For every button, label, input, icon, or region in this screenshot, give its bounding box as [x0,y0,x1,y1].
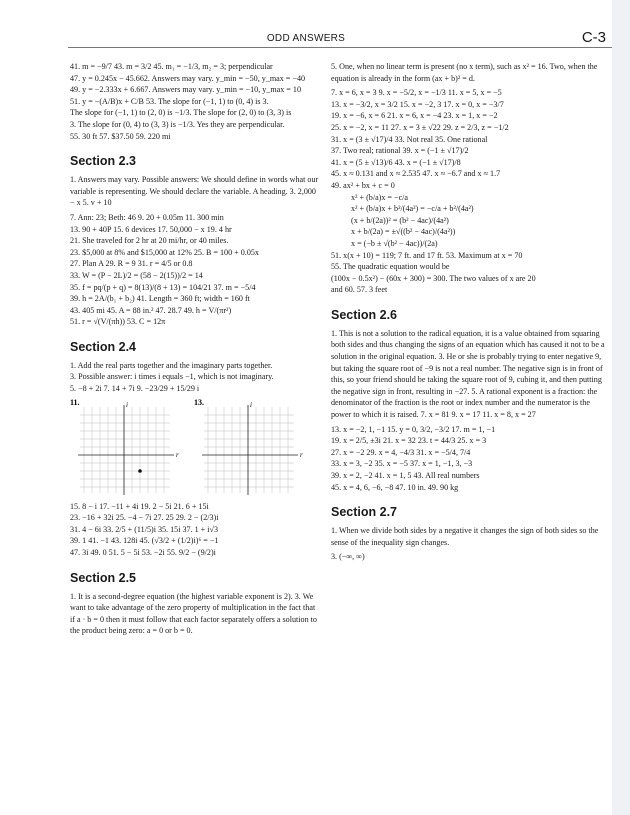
derivation-step: x + b/(2a) = ±√((b² − 4ac)/(4a²)) [351,227,456,237]
imaginary-axis-label: i [126,400,128,409]
answer-line: 49. ax² + bx + c = 0 [331,180,395,190]
answer-paragraph: 5. One, when no linear term is present (no x term), such as x² = 16. Two, when the equation is already in the form (ax + b)² = d. [331,62,598,83]
derivation-step: x² + (b/a)x = −c/a [351,192,409,202]
answer-paragraph: 1. When we divide both sides by a negative it changes the sign of both sides so the sense of the inequality sign changes. [331,526,599,547]
answer-line: 39. x = 2, −2 41. x = 1, 5 43. All real numbers [331,471,480,480]
complex-plane-graph-11 [70,397,188,497]
answer-line: 55. 30 ft 57. $37.50 59. 220 mi [70,131,171,141]
answer-line: 55. The quadratic equation would be [331,262,450,272]
answer-line: 45. x = 4, 6, −6, −8 47. 10 in. 49. 90 kg [331,482,459,492]
answer-line: 19. x = −6, x = 6 21. x = 6, x = −4 23. x = 1, x = −2 [331,111,498,121]
answer-line: The slope for (−1, 1) to (2, 0) is −1/3. The slope for (2, 0) to (3, 3) is [70,108,292,118]
derivation-step: x² + (b/a)x + b²/(4a²) = −c/a + b²/(4a²) [351,204,474,214]
graph-11-label: 11. [70,397,80,407]
answer-paragraph: 1. Answers may vary. Possible answers: We should define in words what our variable is representing. We should declare the variable. A heading. 3. 2,000 − x 5. v + 10 [70,175,319,208]
answer-line: 13. x = −2, 1, −1 15. y = 0, 3/2, −3/2 17. m = 1, −1 [331,424,496,434]
header-title: ODD ANSWERS [266,33,346,44]
answer-line: 35. f = pq/(p + q) = 8(13)/(8 + 13) = 104/21 37. m = −5/4 [70,282,256,292]
answer-line: 47. 3i 49. 0 51. 5 − 5i 53. −2i 55. 9/2 − (9/2)i [70,548,216,558]
grid-lines [204,407,294,493]
answer-line: 7. Ann: 23; Beth: 46 9. 20 + 0.05m 11. 300 min [70,212,224,222]
answer-line: 51. y = −(A/B)x + C/B 53. The slope for (−1, 1) to (0, 4) is 3. [70,96,269,106]
side-margin-bar [612,0,630,815]
answer-line: 23. −16 + 32i 25. −4 − 7i 27. 25 29. 2 − (2/3)i [70,513,219,523]
answer-line: 3. The slope for (0, 4) to (3, 3) is −1/3. Yes they are perpendicular. [70,119,285,129]
answer-line: 3. Possible answer: i times i equals −1, which is not imaginary. [70,372,274,382]
section-heading-2-4: Section 2.4 [70,339,136,354]
grid-lines [80,407,170,493]
answer-line: 5. −8 + 2i 7. 14 + 7i 9. −23/29 + 15/29 i [70,384,200,394]
answer-line: 41. x = (5 ± √13)/6 43. x = (−1 ± √17)/8 [331,157,461,167]
answer-line: 3. (−∞, ∞) [331,552,365,562]
imaginary-axis-label: i [250,400,252,409]
complex-plane-graph-13 [194,397,312,497]
complex-plane-graphs [70,397,320,497]
answer-line: 27. x = −2 29. x = 4, −4/3 31. x = −5/4, 7/4 [331,447,471,457]
answer-line: 21. She traveled for 2 hr at 20 mi/hr, or 40 miles. [70,236,229,246]
answer-paragraph: 1. It is a second-degree equation (the highest variable exponent is 2). 3. We want to take advantage of the zero property of multiplication in the fact that if a · b = 0 then it must follow that each factor separately offers a solution to the product being zero: a = 0 or b = 0. [70,591,317,636]
graph-13-label: 13. [194,397,204,407]
derivation-step: (x + b/(2a))² = (b² − 4ac)/(4a²) [351,215,449,225]
answer-line: 45. x ≈ 0.131 and x ≈ 2.535 47. x ≈ −6.7 and x ≈ 1.7 [331,169,501,179]
answer-line: and 60. 57. 3 feet [331,285,388,295]
answer-line: 43. 405 mi 45. A = 88 in.² 47. 28.7 49. h = V/(πr²) [70,305,232,315]
answer-line: 15. 8 − i 17. −11 + 4i 19. 2 − 5i 21. 6 + 15i [70,501,209,511]
section-heading-2-3: Section 2.3 [70,154,136,169]
answer-line: 39. 1 41. −1 43. 128i 45. (√3/2 + (1/2)i)⁶ = −1 [70,536,219,546]
right-column [331,61,606,563]
derivation-step: x = (−b ± √(b² − 4ac))/(2a) [351,238,438,248]
answer-line: 33. W = (P − 2L)/2 = (58 − 2(15))/2 = 14 [70,270,203,280]
answer-line: 27. Plan A 29. R = 9 31. r = 4/5 or 0.8 [70,259,193,269]
answer-line: 47. y = 0.245x − 45.662. Answers may vary. y_min = −50, y_max = −40 [70,73,306,83]
answer-line: 41. m = −9/7 43. m = 3/2 45. m₁ = −1/3, m₂ = 3; perpendicular [70,62,273,71]
section-heading-2-6: Section 2.6 [331,307,397,322]
plotted-point [138,469,142,473]
answer-line: 51. x(x + 10) = 119; 7 ft. and 17 ft. 53. Maximum at x = 70 [331,250,523,260]
quadratic-derivation [351,192,606,250]
answer-line: 13. 90 + 40P 15. 6 devices 17. 50,000 − x 19. 4 hr [70,224,232,234]
section-heading-2-7: Section 2.7 [331,505,397,520]
answer-paragraph: 1. This is not a solution to the radical equation, it is a value obtained from squaring both sides and thus changing the signs of an equation which has caused it not to be a solution in the original equation. 3. He or she is probably trying to enter negative 9, but taking the square root of −9 is not a real number. The negative sign is in front of this, so your friend should be taking the square root of 9, cubing it, and then putting the negative sign in front, resulting in −27. 5. A rational exponent is a fraction: the denominator of the fraction is the root or index number and the numerator is the power to which it is raised. 7. x = 81 9. x = 17 11. x = 8, x = 27 [331,328,605,420]
real-axis-label: r [176,450,179,459]
answer-line: 33. x = 3, −2 35. x = −5 37. x = 1, −1, 3, −3 [331,459,473,469]
answer-line: 49. y = −2.333x + 6.667. Answers may vary. y_min = −10, y_max = 10 [70,85,301,95]
header-rule [68,47,612,48]
answer-line: 31. x = (3 ± √17)/4 33. Not real 35. One rational [331,134,488,144]
answer-line: 51. r = √(V/(πh)) 53. C = 12π [70,317,166,327]
answer-line: 37. Two real; rational 39. x = (−1 ± √17)/2 [331,146,469,156]
answer-line: 23. $5,000 at 8% and $15,000 at 12% 25. B = 100 + 0.05x [70,247,259,257]
page-number: C-3 [581,29,606,46]
left-column [70,61,320,640]
real-axis-label: r [300,450,303,459]
answer-line: (100x − 0.5x²) − (60x + 300) = 300. The two values of x are 20 [331,273,536,283]
answer-line: 1. Add the real parts together and the imaginary parts together. [70,360,273,370]
answer-line: 31. 4 − 6i 33. 2/5 + (11/5)i 35. 15i 37. 1 + i√3 [70,524,219,534]
answer-line: 13. x = −3/2, x = 3/2 15. x = −2, 3 17. x = 0, x = −3/7 [331,99,504,109]
page-header [0,0,612,52]
answer-line: 7. x = 6, x = 3 9. x = −5/2, x = −1/3 11. x = 5, x = −5 [331,88,502,98]
answer-line: 39. h = 2A/(b₁ + b₂) 41. Length = 360 ft; width = 160 ft [70,294,250,304]
section-heading-2-5: Section 2.5 [70,570,136,585]
answer-line: 25. x = −2, x = 11 27. x = 3 ± √22 29. z = 2/3, z = −1/2 [331,122,509,132]
answer-line: 19. x = 2/5, ±3i 21. x = 32 23. t = 44/3 25. x = 3 [331,436,487,446]
